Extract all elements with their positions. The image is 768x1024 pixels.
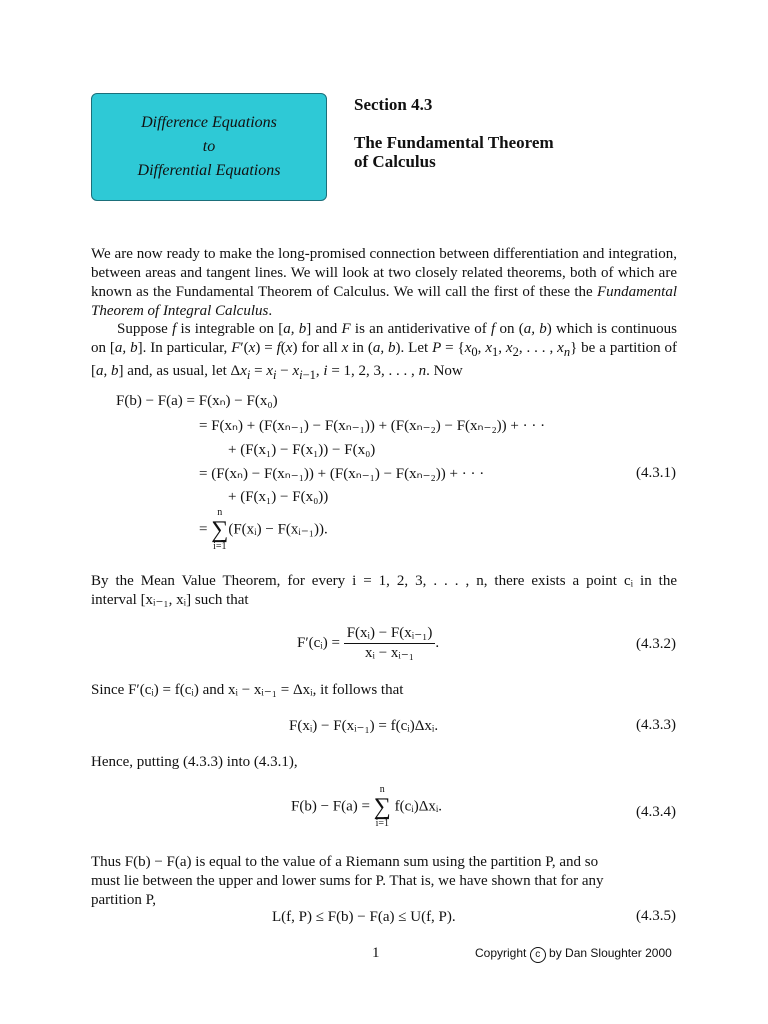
p2-text-3: ] and [306, 321, 342, 337]
p2-text-7: ]. In particular, [137, 340, 232, 356]
para6-line-2: must lie between the upper and lower sums for P. That is, we have shown that for any [91, 873, 604, 889]
paragraph-suppose: Suppose f is integrable on [a, b] and F is an antiderivative of f on (a, b) which is continuous on [a, b]. In particular, F′(x) = f(x) for all x in (a, b). Let $P = \{x_0$, $x_1$, $x_2$, . . . , $x_n$} be a partition of [a, b] and, as usual, let $\Delta x_i = x_i - x_{i-1}$, i = 1, 2, 3, . . . , n. Now [91, 321, 678, 382]
page-number: 1 [372, 945, 380, 961]
para3-line-2: interval [xᵢ₋₁, xᵢ] such that [91, 592, 249, 608]
eq4-rhs: f(cᵢ)Δxᵢ. [394, 798, 443, 815]
p2-text-4: is an antiderivative of [350, 321, 492, 337]
eq2-label: (4.3.2) [636, 636, 676, 652]
para5: Hence, putting (4.3.3) into (4.3.1), [91, 754, 298, 770]
intro-text: We are now ready to make the long-promised connection between differentiation and integration, between areas and tangent lines. We will look at two closely related theorems, both of which are known as the Fundamental Theorem of Calculus. We will call the first of these the [91, 246, 677, 300]
eq1-sum-symbol: n ∑ i=1 [211, 507, 229, 552]
p2-text-1: Suppose [117, 321, 173, 337]
chapter-line-2: to [202, 138, 216, 155]
eq1-line-5: + (F(x₁) − F(x₀)) [228, 489, 329, 505]
eq4-lhs: F(b) − F(a) = [291, 798, 370, 815]
copyright-label: Copyright [475, 946, 527, 960]
eq4-sum-symbol: n ∑ i=1 [373, 784, 391, 829]
copyright-icon: c [530, 947, 546, 963]
section-title-line-2: of Calculus [354, 152, 436, 171]
eq2 [297, 624, 439, 663]
eq1-line-3: + (F(x₁) − F(x₁)) − F(x₀) [228, 442, 376, 458]
p2-text-2: is integrable on [ [176, 321, 284, 337]
eq2-numerator: F(xᵢ) − F(xᵢ₋₁) [344, 624, 436, 644]
p2-text-5: on ( [495, 321, 524, 337]
eq4-sum-top: n [379, 784, 385, 795]
eq1-label: (4.3.1) [636, 465, 676, 481]
eq4 [291, 785, 442, 829]
eq4-sum-bottom: i=1 [375, 818, 390, 829]
para4: Since F′(cᵢ) = f(cᵢ) and xᵢ − xᵢ₋₁ = Δxᵢ, it follows that [91, 682, 404, 698]
eq2-fraction [344, 624, 436, 663]
para6-line-1: Thus F(b) − F(a) is equal to the value of a Riemann sum using the partition P, and so [91, 854, 599, 870]
eq1-line-2: = F(xₙ) + (F(xₙ₋₁) − F(xₙ₋₁)) + (F(xₙ₋₂) − F(xₙ₋₂)) + · · · [199, 418, 546, 434]
chapter-box [91, 93, 327, 201]
intro-end: . [268, 303, 273, 319]
paragraph-intro [91, 245, 677, 321]
intro-italic-term: Fundamental Theorem of Integral Calculus [91, 284, 677, 319]
copyright [475, 946, 672, 963]
eq2-end: . [435, 634, 440, 651]
eq2-denominator: xᵢ − xᵢ₋₁ [365, 645, 415, 661]
para6-line-3: partition P, [91, 892, 157, 908]
copyright-owner: by Dan Sloughter 2000 [549, 946, 672, 960]
p2-text-10: ). Let [395, 340, 433, 356]
eq5: L(f, P) ≤ F(b) − F(a) ≤ U(f, P). [272, 909, 456, 925]
eq1-line-6-text: (F(xᵢ) − F(xᵢ₋₁)). [228, 521, 328, 538]
p2-text-6: ) which is continuous on [ [91, 321, 678, 356]
eq1-sum-top: n [217, 507, 223, 518]
eq4-label: (4.3.4) [636, 804, 676, 820]
p2-text-8: for all [297, 340, 342, 356]
p2-text-13: , [315, 363, 324, 379]
eq1-line-1: F(b) − F(a) = F(xₙ) − F(x₀) [116, 393, 278, 409]
eq1-line-6: = n ∑ i=1 (F(xᵢ) − F(xᵢ₋₁)). [199, 507, 328, 552]
eq3: F(xᵢ) − F(xᵢ₋₁) = f(cᵢ)Δxᵢ. [289, 718, 439, 734]
section-number: Section 4.3 [354, 95, 433, 114]
p2-text-12: ] and, as usual, let Δ [118, 363, 241, 379]
eq1-line-4: = (F(xₙ) − F(xₙ₋₁)) + (F(xₙ₋₁) − F(xₙ₋₂)) + · · · [199, 466, 485, 482]
eq3-label: (4.3.3) [636, 717, 676, 733]
para3-line-1: By the Mean Value Theorem, for every i = 1, 2, 3, . . . , n, there exists a point cᵢ in the [91, 573, 677, 589]
section-title-line-1: The Fundamental Theorem [354, 133, 554, 152]
p2-text-9: in ( [348, 340, 373, 356]
p2-text-14: . Now [426, 363, 463, 379]
chapter-line-3: Differential Equations [137, 162, 281, 179]
p2-text-11: be a partition of [ [91, 340, 678, 379]
eq2-lhs: F′(cᵢ) = [297, 634, 340, 651]
eq5-label: (4.3.5) [636, 908, 676, 924]
eq1-sum-bottom: i=1 [213, 541, 227, 552]
chapter-line-1: Difference Equations [141, 114, 277, 131]
